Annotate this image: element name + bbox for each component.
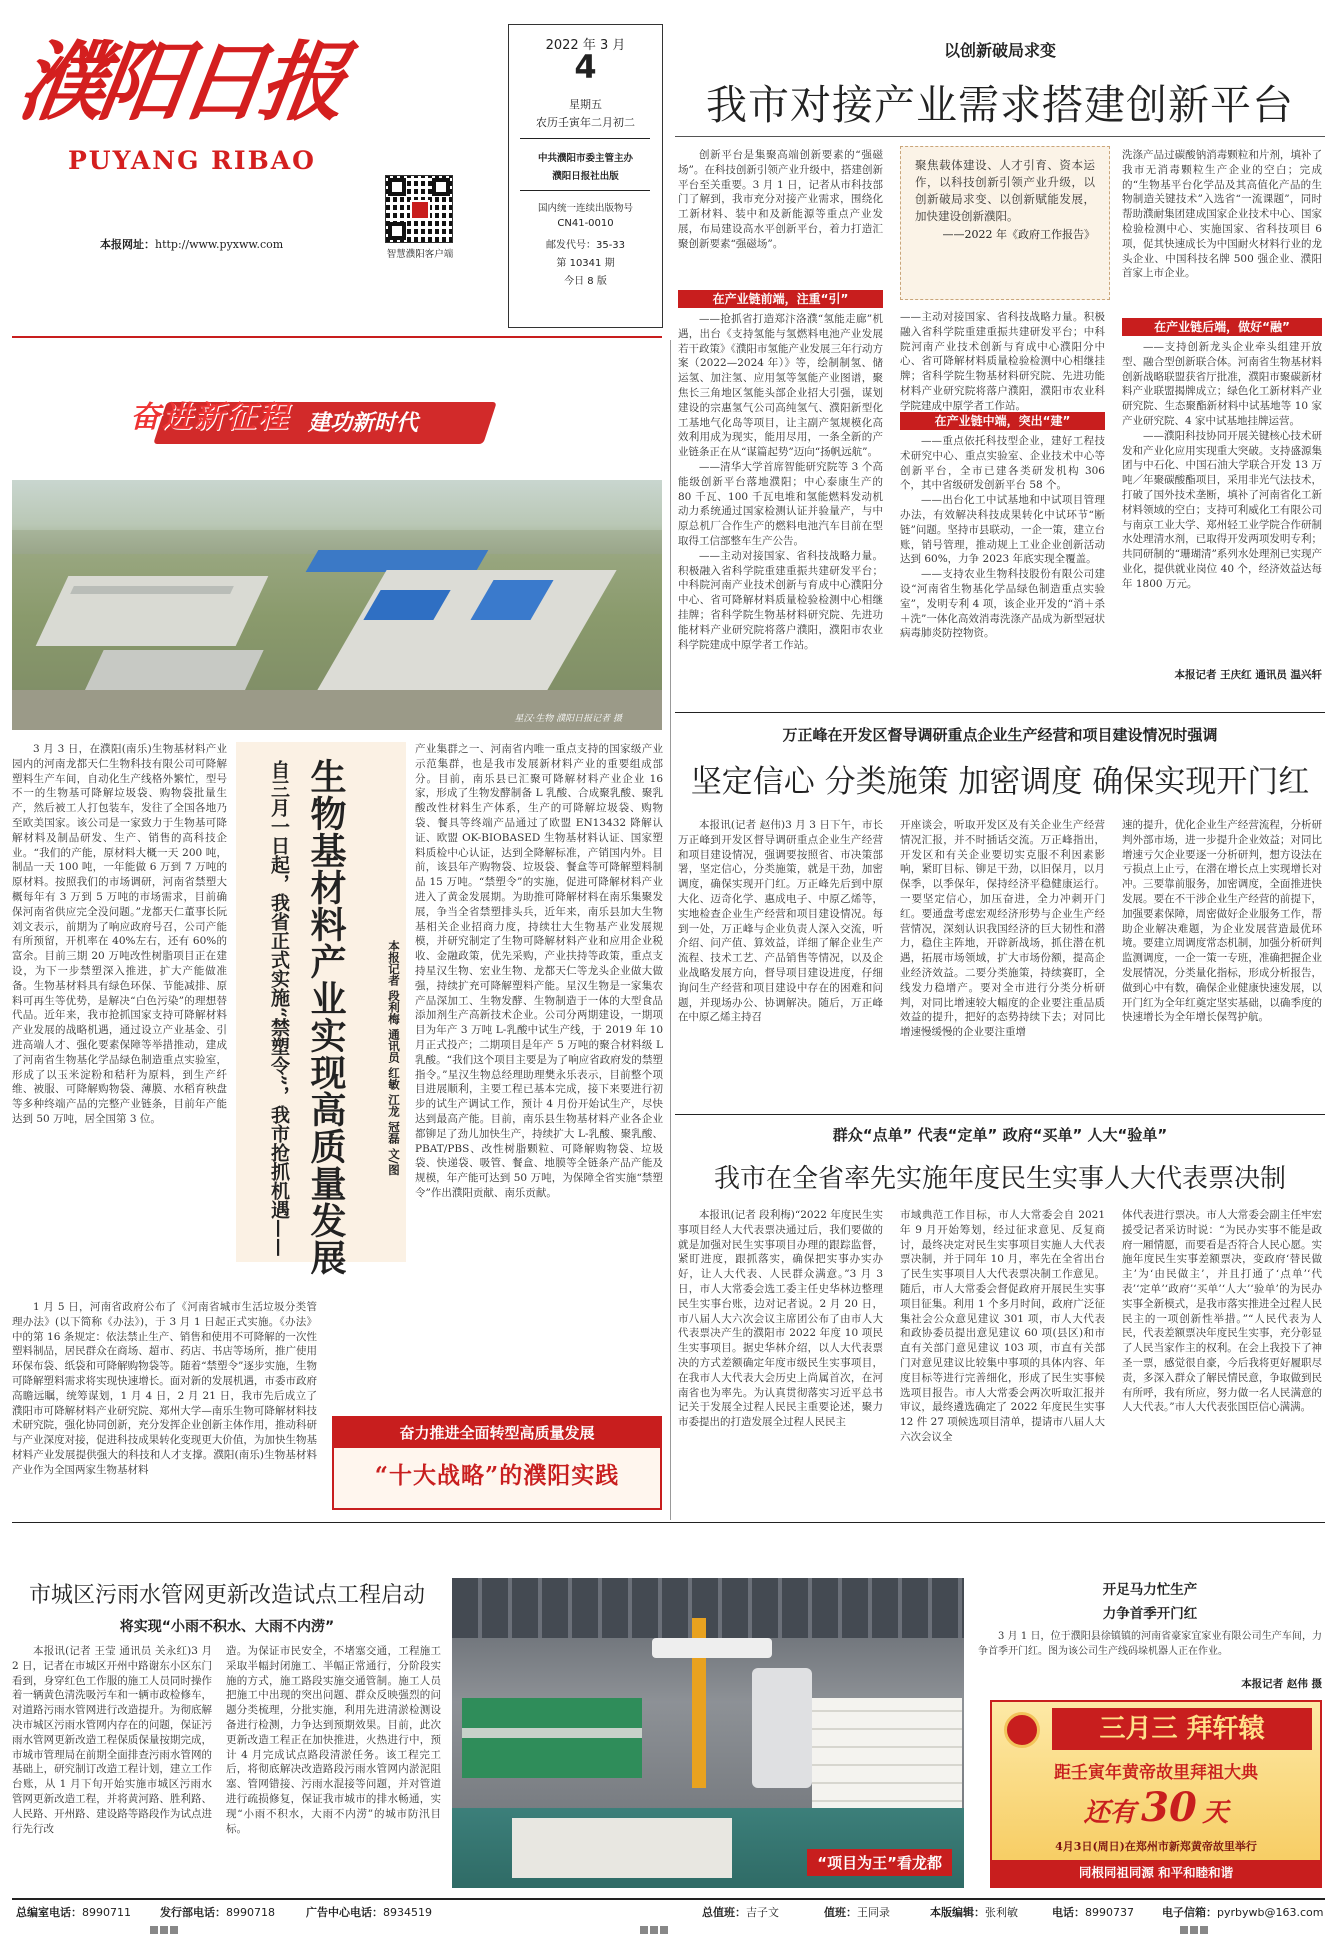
- footer-item: 本版编辑：张利敏: [930, 1906, 1018, 1919]
- ad-slogan: 同根同祖同源 和平和睦和谐: [992, 1860, 1320, 1886]
- date-weekday: 星期五: [569, 98, 602, 111]
- qr-caption: 智慧濮阳客户端: [386, 249, 454, 260]
- website-line: [100, 236, 283, 252]
- promo-bottom: “十大战略”的濮阳实践: [374, 1462, 620, 1489]
- postal-code: 邮发代号：35-33: [545, 240, 626, 251]
- art1-col3: ——支持创新龙头企业牵头组建开放型、融合型创新联合体。河南省生物基材料创新战略联盟获省厅批准，濮阳市聚碳新材料产业联盟揭牌成立；绿色化工新材料产业研究院、生态聚酯新材料中试基地等 10 家产业研究院、4 家中试基地挂牌运营。 ——濮阳科技协同开展关键核心技术研发和产业化应用实现重大突破。支持盛源集团与中石化、中国石油大学联合开发 13 万吨／年聚碳酸酯项目，采用非光气法技术，打破了国外技术垄断，填补了河南省化工新材料领域的空白；支持可利威化工有限公司与南京工业大学、郑州轻工业学院合作研制水处理清水剂，已取得开发两项发明专利；共同研制的“珊瑚清”系列水处理剂已实现产业化，提供就业岗位 40 个，经济效益达每年 1800 万元。: [1122, 341, 1322, 590]
- art5-headline[interactable]: 力争首季开门红: [1102, 1606, 1198, 1622]
- masthead-logo: [12, 18, 350, 188]
- feature-col2: 1 月 5 日，河南省政府公布了《河南省城市生活垃圾分类管理办法》(以下简称《办法》)，于 3 月 1 日起正式实施。《办法》中的第 16 条规定：依法禁止生产、销售和使用不可降解的一次性塑料制品，居民群众在商场、超市、药店、书店等场所，推广使用环保布袋、纸袋和可降解购物袋等。随着“禁塑令”逐步实施，生物可降解塑料需求将实现快速增长。面对新的发展机遇，市委市政府高瞻远瞩，统筹谋划，1 月 4 日，2 月 21 日，我市先后成立了濮阳市可降解材料产业研究院、郑州大学—南乐生物可降解材料技术研究院，强化协同创新，充分发挥企业创新主体作用，推动科研与产业深度对接，促进科技成果转化变现更大价值，为加快生物基材料产业发展提供强大的科技和人才支撑。濮阳(南乐)生物基材料产业作为全国两家生物基材料: [12, 1301, 317, 1476]
- feature-headline[interactable]: 生物基材料产业实现高质量发展: [305, 758, 347, 1276]
- art1-subhead-2: 在产业链中端，突出“建”: [900, 412, 1105, 430]
- art1-subhead-1: 在产业链前端，注重“引”: [678, 290, 883, 308]
- cn-number: CN41-0010: [557, 218, 614, 229]
- ad-date-line: 4月3日(周日)在郑州市新郑黄帝故里举行: [1055, 1840, 1257, 1853]
- art5-byline: 本报记者 赵伟 摄: [1241, 1678, 1322, 1690]
- art3-col2: 市域典范工作目标，市人大常委会自 2021 年 9 月开始筹划，经过征求意见、反复商讨，最终决定对民生实事项目实施人大代表票决制，并于同年 10 月，率先在全省出台了民生实事项目人大代表票决制工作意见。随后，市人大常委会督促政府开展民生实事项目征集。利用 1 个多月时间，政府广泛征集社会公众意见建议 301 项，市人大代表和政协委员提出意见建议 60 项(县区)和市直有关部门意见建议 103 项，市直有关部门对意见建议比较集中事项的具体内容、年度目标等进行完善细化，形成了民生实事候选项目报告。市人大常委会两次听取汇报并审议，最终遴选确定了 2022 年度民生实事 12 件 27 项候选项目清单，提请市八届人大六次会议全: [900, 1209, 1105, 1443]
- registration-mark: [640, 1926, 668, 1934]
- banner-phrase-2: 建功新时代: [308, 411, 419, 436]
- masthead-title: 濮阳日报: [12, 32, 348, 133]
- feature-byline: 本报记者 段利梅 通讯员 红敏 江龙 冠磊 文/图: [387, 940, 401, 1176]
- art4-col1: 本报讯(记者 王莹 通讯员 关永红)3 月 2 日，记者在市城区开州中路谢东小区东门看到，身穿红色工作服的施工人员同时操作着一辆黄色清洗吸污车和一辆市政检修车，对道路污雨水管网进行改造提升。为彻底解决市城区污雨水管网内存在的问题，保证污雨水管网更新改造工程保质保量按期完成，市城市管理局在前期全面排查污雨水管网的基础上，研究制订改造工程计划，建立工作台账，从 1 月下旬开始实施市城区污雨水管网更新改造工程，并将黄河路、胜利路、人民路、开州路、建设路等路段作为试点进行先行改: [12, 1645, 212, 1835]
- footer-item: 值班：王同录: [824, 1906, 890, 1919]
- aerial-photo: [12, 480, 662, 730]
- footer-item: 电子信箱：pyrbywb@163.com: [1162, 1906, 1324, 1919]
- art1-quote-box: [900, 146, 1110, 300]
- factory-photo-caption: “项目为王”看龙都: [807, 1849, 952, 1876]
- art3-headline[interactable]: 我市在全省率先实施年度民生实事人大代表票决制: [713, 1164, 1286, 1194]
- ad-countdown: [992, 1784, 1320, 1831]
- footer-item: 总编室电话：8990711: [16, 1906, 131, 1919]
- pages-today: 今日 8 版: [564, 276, 607, 287]
- ad-line2: 距壬寅年黄帝故里拜祖大典: [1054, 1763, 1258, 1783]
- photo-caption: 星汉·生物 濮阳日报记者 摄: [514, 714, 622, 724]
- art1-quote-source: ——2022 年《政府工作报告》: [942, 228, 1095, 241]
- art4-subhead: 将实现“小雨不积水、大雨不内涝”: [119, 1619, 335, 1635]
- art3-kicker: 群众“点单” 代表“定单” 政府“买单” 人大“验单”: [832, 1126, 1168, 1144]
- footer-item: 广告中心电话：8934519: [306, 1906, 432, 1919]
- date-day: 4: [574, 48, 597, 86]
- art1-subhead-3: 在产业链后端，做好“融”: [1122, 318, 1322, 336]
- art3-col1: 本报讯(记者 段利梅)“2022 年度民生实事项目经人大代表票决通过后，我们要做的就是加强对民生实事项目办理的跟踪监督，紧盯进度，跟抓落实，确保把实事办实办好，让人大代表、人民群众满意。”3 月 3 日，市人大常委会选工委主任史华林边整理民生实事台账，边对记者说。2 月 20 日，市八届人大六次会议主席团公布了由市人大代表票决产生的濮阳市 2022 年度 10 项民生实事项目。据史华林介绍，以人大代表票决的方式差额确定年度市级民生实事项目，在我市人大代表大会历史上尚属首次，在河南省也为率先。为认真贯彻落实习近平总书记关于发展全过程人民民主重要论述，聚力市委提出的打造发展全过程人民民主: [678, 1209, 883, 1429]
- art4-headline[interactable]: 市城区污雨水管网更新改造试点工程启动: [28, 1583, 425, 1608]
- issue-number: 第 10341 期: [556, 258, 615, 269]
- art1-headline[interactable]: 我市对接产业需求搭建创新平台: [706, 81, 1294, 129]
- feature-banner: [130, 392, 510, 464]
- date-lunar: 农历壬寅年二月初二: [536, 116, 635, 129]
- art2-col2: 开座谈会，听取开发区及有关企业生产经营情况汇报，并不时插话交流。万正峰指出，开发区和有关企业要切实克服不利因素影响，紧盯目标、铆足干劲，以旧保月，以月保季，以季保年，保持经济平稳健康运行。一要坚定信心，加压奋进，全力冲刺开门红。要通盘考虑宏观经济形势与企业生产经营情况，深刻认识我国经济的巨大韧性和潜力，稳住主阵地，开辟新战场，抓住潜在机遇，拓展市场领域，扩大市场份额，提高企业经济效益。二要分类施策，持续赛盯，全线发力稳增产。要对全市进行分类分析研判，对同比增速较大幅度的企业要注重品质效益的提升，把好的态势持续下去；对同比增速慢缓慢的企业要注重增: [900, 819, 1105, 1039]
- feature-subhead: 自三月一日起，我省正式实施“禁塑令”，我市抢抓机遇——: [268, 760, 290, 1257]
- art1-byline: 本报记者 王庆红 通讯员 温兴轩: [1174, 669, 1322, 681]
- date-month: 2022 年 3 月: [545, 38, 626, 53]
- qr-code[interactable]: [385, 175, 453, 243]
- footer-item: 电话：8990737: [1052, 1906, 1134, 1919]
- registration-mark: [150, 1926, 178, 1934]
- feature-col3: 产业集群之一、河南省内唯一重点支持的国家级产业示范集群，也是我市发展新材料产业的重要组成部分。目前，南乐县已汇聚可降解材料产业企业 16 家，形成了生物发酵制备 L 乳酸、合成聚乳酸、聚乳酸改性材料生产体系，生产的可降解垃圾袋、购物袋、餐具等终端产品通过了欧盟 EN13432 降解认证、欧盟 OK-BIOBASED 生物基材料认证、国家塑料质检中心认证，达到全降解标准，产销国内外。目前，该县年产购物袋、垃圾袋、餐盒等可降解塑料制品 15 万吨。“禁塑令”的实施，促进可降解材料产业进入了黄金发展期。为助推可降解材料在南乐集聚发展，争当全省禁塑排头兵，近年来，南乐县加大生物基相关企业招商力度，持续壮大生物基产业发展规模，并研究制定了生物可降解材料产业和应用企业税收、金融政策，优先采购，产业扶持等政策，重点支持星汉生物、宏业生物、龙都天仁等龙头企业做大做强，持续扩充可降解塑料产能。星汉生物是一家集农产品深加工、生物发酵、生物制造于一体的大型食品添加剂生产高新技术企业。公司分两期建设，一期项目为年产 3 万吨 L-乳酸中试生产线，于 2019 年 10 月正式投产；二期项目是年产 5 万吨的聚合材料级 L 乳酸。“我们这个项目主要是为了响应省政府发的禁塑指令。”星汉生物总经理助理樊永乐表示，目前整个项目进展顺利，主要工程已基本完成，接下来要进行初步的试生产调试工作，预计 4 月份开始试生产，尽快达到最高产能。目前，南乐县生物基材料产业各企业都铆足了劲儿加快生产，持续扩大 L-乳酸、聚乳酸、PBAT/PBS、改性树脂颗粒、可降解购物袋、垃圾袋、快递袋、吸管、餐盒、地膜等全链条产品产能及规模，年产能可达到 50 万吨，为保障全省实施“禁塑令”作出濮阳贡献、南乐贡献。: [415, 743, 663, 1199]
- website-url[interactable]: http://www.pyxww.com: [155, 238, 284, 251]
- issn-label: 国内统一连续出版物号: [537, 203, 633, 214]
- art4-col2: 造。为保证市民安全，不堵塞交通，工程施工采取半幅封闭施工、半幅正常通行，分阶段实施的方式，施工路段实施交通管制。施工人员把施工中出现的突出问题、群众反映强烈的问题分类梳理，分批实施，利用先进清淤检测设备进行检测，力争达到预期效果。目前，此次更新改造工程正在加快推进，火热进行中，预计 4 月完成试点路段清淤任务。该工程完工后，将彻底解决改造路段污雨水管网内淤泥阻塞、管网错接、污雨水混接等问题，并对管道进行疏损修复，保证我市城市的排水畅通，实现“小雨不积水，大雨不内涝”的城市防汛目标。: [226, 1645, 441, 1835]
- footer-item: 总值班：吉子文: [702, 1906, 779, 1919]
- art1-col2: ——主动对接国家、省科技战略力量。积极融入省科学院重建重振共建研发平台；中科院河南产业技术创新与育成中心濮阳分中心、省可降解材料质量检验检测中心相继挂牌；省科学院生物基材料研究院、先进功能材料产业研究院将落户濮阳，濮阳市农业科学院建成中原学者工作站。: [900, 311, 1105, 412]
- registration-mark: [1180, 1926, 1208, 1934]
- art2-kicker: 万正峰在开发区督导调研重点企业生产经营和项目建设情况时强调: [782, 726, 1218, 744]
- art2-col3: 速的提升，优化企业生产经营流程，分析研判外部市场，进一步提升企业效益；对同比增速亏欠企业要逐一分析研判，想方设法在亏损点上止亏，在潜在增长点上实现增长对冲。三要靠前服务，加密调度，全面推进快发展。要在不干涉企业生产经营的前提下，加强要素保障，周密做好企业服务工作，帮助企业解决难题，为企业发展营造最优环境。要建立周调度常态机制，加强分析研判监测调度，一企一策一专班，准确把握企业发展情况，分类量化指标，形成分析报告，做到心中有数，确保企业健康快速发展，以开门红为全年红奠定坚实基础，以确季度的快速增长为全年增长保驾护航。: [1122, 819, 1322, 1024]
- art2-col1: 本报讯(记者 赵伟)3 月 3 日下午，市长万正峰到开发区督导调研重点企业生产经营和项目建设情况，强调要按照省、市决策部署，坚定信心，分类施策，就是干劲，加密调度，确保实现开门红。万正峰先后到中原大化、迈奇化学、惠成电子、中原乙烯等，实地检查企业生产经营和项目建设情况。每到一处，万正峰与企业负责人深入交流，听介绍、问产值、算效益，详细了解企业生产流程、技术工艺、产品销售等情况，以及企业战略发展方向，督导项目建设进度，仔细询问生产经营和项目建设中存在的困难和问题，并现场办公、协调解决。随后，万正峰在中原乙烯主持召: [678, 819, 883, 1024]
- sponsor: 中共濮阳市委主管主办: [537, 153, 633, 164]
- feature-col1: 3 月 3 日，在濮阳(南乐)生物基材料产业园内的河南龙都天仁生物科技有限公司可降解塑料生产车间，自动化生产线格外繁忙，型号不一的生物基可降解垃圾袋、购物袋批量生产，然后被工人打包装车，发往了全国各地乃至欧美国家。该公司是一家致力于生物基可降解材料及制品研发、生产、销售的高科技企业。“我们的产能，原材料大概一天 200 吨，制品一天 100 吨，一年能做 6 万到 7 万吨的原材料。按照我们的市场调研，河南省禁塑大概每年有 3 万到 5 万吨的市场需求，目前确保河南省供应完全没问题。”龙都天仁董事长阮刘文表示，前期为了响应政府号召，公司产能有所预留，开机率在 40%左右，还有 60%的富余。目前三期 20 万吨改性树脂项目正在建设，为下一步禁塑深入推进，扩大产能做准备。生物基材料具有绿色环保、节能减排、原料可再生等优势，是解决“白色污染”的理想替代品。近年来，我市抢抓国家支持可降解材料产业发展的战略机遇，通过设立产业基金、引进高端人才、强化要素保障等举措推动，建成了河南省生物基化学品绿色制造重点实验室，形成了以玉米淀粉和秸秆为原料，到生产纤维、被服、可降解购物袋、薄膜、水稻育秧盘等多种终端产品的完整产业链条，目前年产能达到 50 万吨，居全国第 3 位。: [12, 743, 227, 1125]
- promo-box[interactable]: [332, 1416, 662, 1510]
- art5-body: 3 月 1 日，位于濮阳县徐镇镇的河南省豪家宜家业有限公司生产车间，力争首季开门红。图为该公司生产线码垛机器人正在作业。: [978, 1631, 1322, 1657]
- footer-item: 发行部电话：8990718: [160, 1906, 275, 1919]
- ad-countdown-num: 30: [1141, 1784, 1197, 1831]
- promo-top: 奋力推进全面转型高质量发展: [334, 1418, 660, 1448]
- art1-quote: 聚焦载体建设、人才引育、资本运作，以科技创新引领产业升级，以创新破局求变、以创新赋能发展，加快建设创新濮阳。: [915, 158, 1095, 223]
- banner-phrase-1: 奋进新征程: [130, 400, 290, 435]
- masthead-pinyin: PUYANG RIBAO: [68, 146, 316, 175]
- ad-seal-icon: [1004, 1712, 1040, 1748]
- factory-photo: [452, 1578, 964, 1888]
- publisher: 濮阳日报社出版: [552, 171, 619, 182]
- festival-ad[interactable]: [990, 1700, 1322, 1888]
- ad-countdown-pre: 还有: [1083, 1798, 1136, 1828]
- ad-countdown-unit: 天: [1202, 1798, 1229, 1828]
- art2-headline[interactable]: 坚定信心 分类施策 加密调度 确保实现开门红: [690, 764, 1310, 800]
- art5-kicker: 开足马力忙生产: [1102, 1582, 1198, 1598]
- website-label: 本报网址：: [100, 238, 155, 251]
- art3-col3: 体代表进行票决。市人大常委会副主任牢宏援受记者采访时说：“为民办实事不能是政府一厢情愿，而要看是否符合人民心愿。实施年度民生实事差额票决，变政府‘替民做主’为‘由民做主’，并且打通了‘点单’‘代表’‘定单’‘政府’‘买单’‘人大’‘验单’的为民办实事全新模式，是我市落实推进全过程人民民主的一项创新性举措。”“人民代表为人民，代表差额票决年度民生实事，充分彰显了人民当家作主的权利。在会上我投下了神圣一票，感觉很自豪，今后我将更好履职尽责，多深入群众了解民情民意，争取做到民有所呼，我有所应，努力做一名人民满意的人大代表。”市人大代表张国臣信心满满。: [1122, 1209, 1322, 1414]
- art1-kicker: 以创新破局求变: [943, 41, 1056, 60]
- art1-col2b: ——重点依托科技型企业，建好工程技术研究中心、重点实验室、企业技术中心等创新平台，全市已建各类研发机构 306 个，其中省级研发创新平台 58 个。 ——出台化工中试基地和中试项目管理办法，有效解决科技成果转化中试环节“断链”问题。坚持市县联动，一企一策，建立台账，销号管理，推动规上工业企业创新活动达到 60%，力争 2023 年底实现全覆盖。 ——支持农业生物科技股份有限公司建设“河南省生物基化学品绿色制造重点实验室”，发明专利 4 项，该企业开发的“消＋杀＋洗”一体化高效消毒洗涤产品成为新型冠状病毒肺炎防控物资。: [900, 435, 1105, 640]
- art1-intro: 创新平台是集聚高端创新要素的“强磁场”。在科技创新引领产业升级中，搭建创新平台至关重要。3 月 1 日，记者从市科技部门了解到，我市充分对接产业需求，围绕化工新材料、装中和及新能源等重点产业发展，布局建设高水平创新平台，着力打造汇聚创新要素“强磁场”。: [678, 149, 883, 250]
- art1-col1: ——抢抓省打造郑汴洛濮“氢能走廊”机遇，出台《支持氢能与氢燃料电池产业发展若干政策》《濮阳市氢能产业发展三年行动方案（2022—2024 年）》等，绘制制氢、储运氢、加注氢、应用氢等氢能产业图谱，聚焦长三角地区氢能头部企业招大引强，谋划建设的宗惠氢气公司高纯氢气、濮阳新型化工基地气化岛等项目，让主副产氢规模化高效利用成为现实，能用尽用，一条全新的产业链条正在从“谋篇起势”迈向“扬帆远航”。 ——清华大学首席智能研究院等 3 个高能级创新平台落地濮阳；中心泰康生产的 80 千瓦、100 千瓦电堆和氢能燃料发动机动力系统通过国家检测认证并验量产，与中原总机厂合作生产的燃料电池汽车目前在型取得工信部整车生产公告。 ——主动对接国家、省科技战略力量。积极融入省科学院重建重振共建研发平台；中科院河南产业技术创新与育成中心濮阳分中心、省可降解材料质量检验检测中心相继挂牌；省科学院生物基材料研究院、先进功能材料产业研究院将落户濮阳，濮阳市农业科学院建成中原学者工作站。: [678, 313, 883, 651]
- art1-col3-lead: 洗涤产品过碳酸钠消毒颗粒和片剂，填补了我市无消毒颗粒生产企业的空白；完成的“生物基平台化学品及其高值化产品的生物制造关键技术”入选省“一流课题”，同时帮助濮耐集团建成国家企业技术中心、国家检验检测中心、实施国家、省科技项目 6 项，促其快速成长为中国耐火材料行业的龙头企业、中国科技名牌 500 强企业、濮阳首家上市企业。: [1122, 149, 1322, 280]
- ad-title: 三月三 拜轩辕: [1052, 1708, 1312, 1750]
